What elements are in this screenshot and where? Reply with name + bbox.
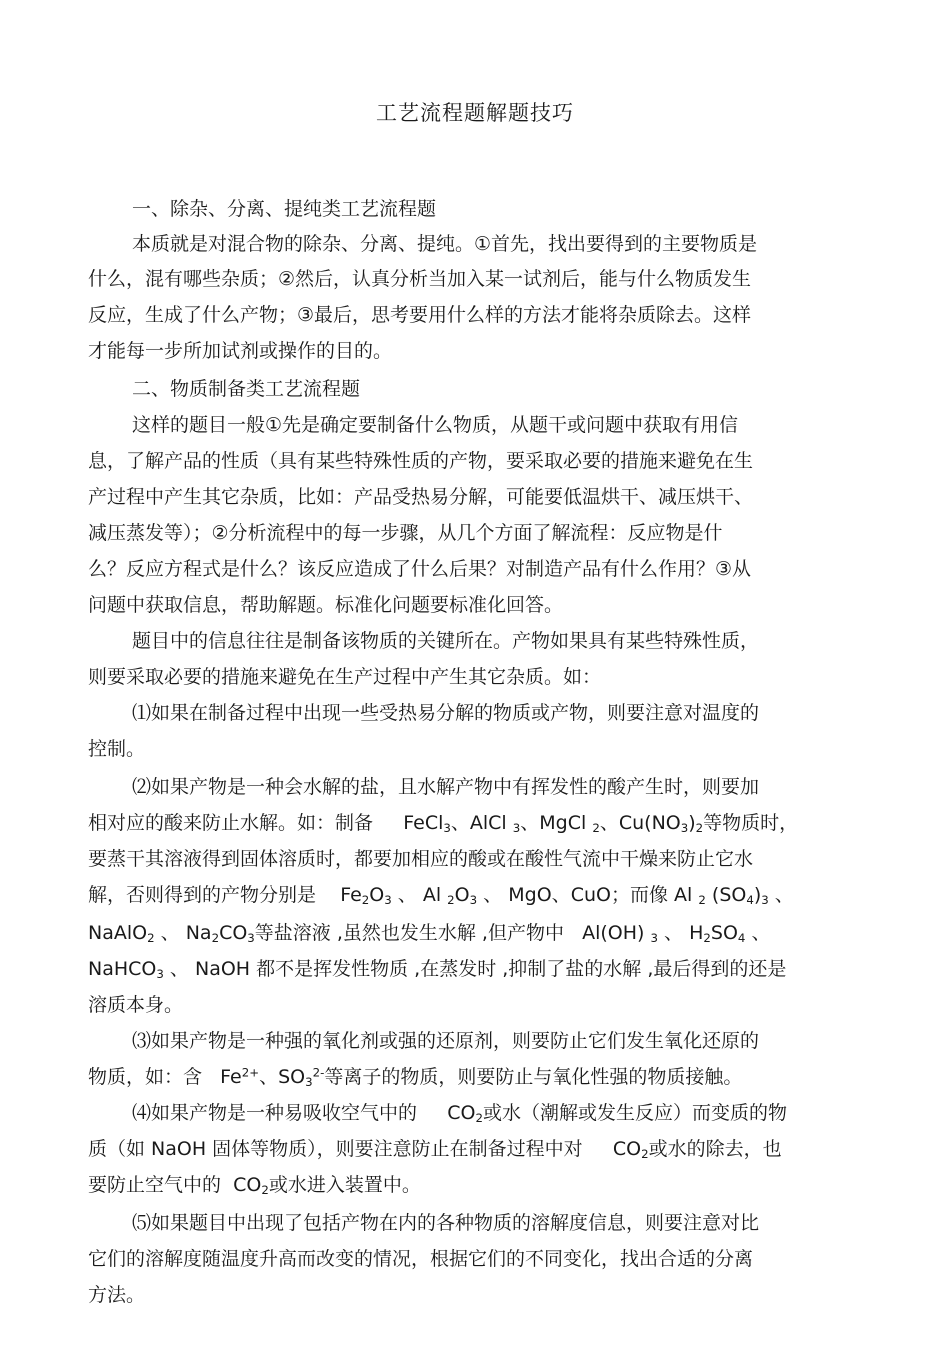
formula-al2-so4-3: Al $_2$ $(SO_4)_3$	[674, 884, 769, 907]
formula-co2: $CO_2$	[612, 1138, 649, 1161]
paragraph-line: 控制。	[88, 738, 146, 760]
formula-co2: $CO_2$	[233, 1174, 269, 1197]
paragraph-line: ⑵如果产物是一种会水解的盐，且水解产物中有挥发性的酸产生时，则要加	[132, 776, 760, 798]
section-heading: 一、除杂、分离、提纯类工艺流程题	[132, 198, 437, 220]
formula-cu-no3-2: $Cu(NO_3)_2$	[618, 812, 704, 835]
paragraph-line-with-formulas: NaHCO$_3$ 、 NaOH 都不是挥发性物质 ,在蒸发时 ,抑制了盐的水解 ,最后得到的还是	[88, 958, 787, 981]
paragraph-line: 么？反应方程式是什么？该反应造成了什么后果？对制造产品有什么作用？③从	[88, 558, 752, 580]
formula-alcl3: AlCl $_3$	[469, 812, 521, 835]
ion-so3-2minus: $SO_3^{2-}$	[278, 1065, 325, 1089]
paragraph-line: 则要采取必要的措施来避免在生产过程中产生其它杂质。如：	[88, 666, 602, 688]
paragraph-line-with-formulas: NaAlO$_2$ 、 $Na_2CO_3$等盐溶液 ,虽然也发生水解 ,但产物中 Al(OH) $_3$ 、 $H_2SO_4$ 、	[88, 922, 771, 945]
formula-al-oh-3: Al(OH) $_3$	[582, 922, 659, 945]
formula-naalo2: NaAlO$_2$	[88, 922, 155, 945]
paragraph-line: 问题中获取信息，帮助解题。标准化问题要标准化回答。	[88, 594, 564, 616]
formula-h2so4: $H_2SO_4$	[689, 922, 746, 945]
paragraph-line-with-formulas: 物质，如：含 $Fe^{2+}$、$SO_3^{2-}$等离子的物质，则要防止与氧化性强的物质接触。	[88, 1065, 743, 1089]
paragraph-line: 它们的溶解度随温度升高而改变的情况，根据它们的不同变化，找出合适的分离	[88, 1248, 754, 1270]
paragraph-line-with-formulas: ⑷如果产物是一种易吸收空气中的 $CO_2$或水（潮解或发生反应）而变质的物	[132, 1102, 787, 1125]
formula-mgo: MgO	[508, 884, 552, 906]
paragraph-line: 方法。	[88, 1284, 146, 1306]
paragraph-line-with-formulas: 要防止空气中的 $CO_2$或水进入装置中。	[88, 1174, 421, 1197]
ion-fe2plus: $Fe^{2+}$	[220, 1065, 260, 1088]
paragraph-line: ⑸如果题目中出现了包括产物在内的各种物质的溶解度信息，则要注意对比	[132, 1212, 760, 1234]
formula-mgcl2: MgCl $_2$	[539, 812, 600, 835]
paragraph-line: 要蒸干其溶液得到固体溶质时，都要加相应的酸或在酸性气流中干燥来防止它水	[88, 848, 754, 870]
paragraph-line: ⑴如果在制备过程中出现一些受热易分解的物质或产物，则要注意对温度的	[132, 702, 760, 724]
formula-cuo: CuO	[570, 884, 611, 906]
paragraph-line: 减压蒸发等）；②分析流程中的每一步骤，从几个方面了解流程：反应物是什	[88, 522, 723, 544]
paragraph-line: 本质就是对混合物的除杂、分离、提纯。①首先，找出要得到的主要物质是	[132, 233, 758, 255]
paragraph-line: 才能每一步所加试剂或操作的目的。	[88, 340, 393, 362]
formula-na2co3: $Na_2CO_3$	[185, 922, 255, 945]
paragraph-line: 什么，混有哪些杂质；②然后，认真分析当加入某一试剂后，能与什么物质发生	[88, 268, 752, 290]
paragraph-line-with-formulas: 相对应的酸来防止水解。如：制备 FeCl$_3$、AlCl $_3$、MgCl $_2$、$Cu(NO_3)_2$等物质时，	[88, 812, 799, 835]
formula-co2: $CO_2$	[447, 1102, 483, 1125]
paragraph-line: 溶质本身。	[88, 994, 184, 1016]
paragraph-line-with-formulas: 质（如 NaOH 固体等物质），则要注意防止在制备过程中对 $CO_2$或水的除去，也	[88, 1138, 782, 1161]
paragraph-line: ⑶如果产物是一种强的氧化剂或强的还原剂，则要防止它们发生氧化还原的	[132, 1030, 760, 1052]
paragraph-line: 反应，生成了什么产物；③最后，思考要用什么样的方法才能将杂质除去。这样	[88, 304, 752, 326]
formula-fecl3: FeCl$_3$	[403, 812, 451, 835]
formula-al2o3: Al $_2O_3$	[422, 884, 478, 907]
paragraph-line: 这样的题目一般①先是确定要制备什么物质，从题干或问题中获取有用信	[132, 414, 739, 436]
paragraph-line: 产过程中产生其它杂质，比如：产品受热易分解，可能要低温烘干、减压烘干、	[88, 486, 754, 508]
section-heading: 二、物质制备类工艺流程题	[132, 378, 361, 400]
page-title: 工艺流程题解题技巧	[376, 101, 574, 125]
formula-nahco3: NaHCO$_3$	[88, 958, 164, 981]
paragraph-line-with-formulas: 解，否则得到的产物分别是 $Fe_2O_3$ 、 Al $_2O_3$ 、 MgO、CuO；而像 Al $_2$ $(SO_4)_3$ 、	[88, 884, 794, 907]
formula-naoh: NaOH	[194, 958, 251, 980]
formula-fe2o3: $Fe_2O_3$	[340, 884, 392, 907]
paragraph-line: 题目中的信息往往是制备该物质的关键所在。产物如果具有某些特殊性质，	[132, 630, 760, 652]
paragraph-line: 息，了解产品的性质（具有某些特殊性质的产物，要采取必要的措施来避免在生	[88, 450, 754, 472]
